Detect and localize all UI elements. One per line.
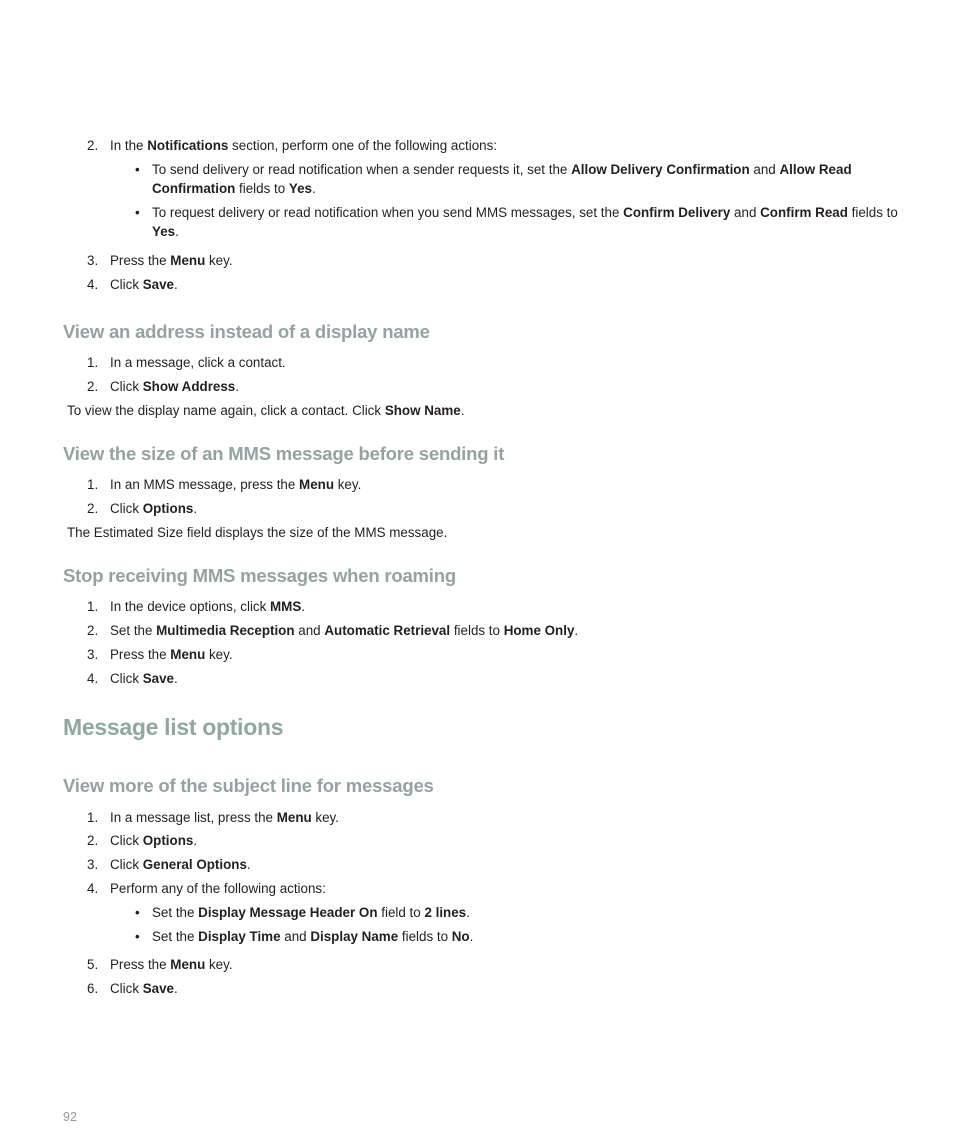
step-number: 1. <box>87 477 99 492</box>
step-number: 2. <box>87 379 99 394</box>
step-number: 2. <box>87 138 99 153</box>
step-text: Perform any of the following actions: <box>110 881 326 896</box>
section-heading: View the size of an MMS message before sending it <box>63 443 505 464</box>
step-text: Click General Options. <box>110 857 251 872</box>
bullet-text: Set the Display Message Header On field to 2 lines. <box>152 905 470 920</box>
step-number: 3. <box>87 647 99 662</box>
section-heading: View an address instead of a display name <box>63 321 430 342</box>
step-number: 6. <box>87 981 99 996</box>
step-text: Click Options. <box>110 501 198 516</box>
bullet-icon: • <box>135 929 140 944</box>
step-number: 4. <box>87 671 99 686</box>
step-text: In the Notifications section, perform one of the following actions: <box>110 138 498 153</box>
step-text: Set the Multimedia Reception and Automatic Retrieval fields to Home Only. <box>110 623 579 638</box>
step-text: In the device options, click MMS. <box>110 599 306 614</box>
step-number: 1. <box>87 599 99 614</box>
bullet-text: Set the Display Time and Display Name fields to No. <box>152 929 474 944</box>
step-number: 1. <box>87 810 99 825</box>
step-number: 3. <box>87 857 99 872</box>
step-text: Press the Menu key. <box>110 957 233 972</box>
step-number: 3. <box>87 253 99 268</box>
step-number: 5. <box>87 957 99 972</box>
step-text: Click Save. <box>110 277 178 292</box>
step-text: Click Show Address. <box>110 379 239 394</box>
step-number: 2. <box>87 623 99 638</box>
page-number: 92 <box>63 1110 77 1124</box>
bullet-text: To request delivery or read notification when you send MMS messages, set the Confirm Delivery and Confirm Read fields to Yes. <box>152 205 898 239</box>
step-number: 4. <box>87 881 99 896</box>
bullet-icon: • <box>135 905 140 920</box>
step-number: 2. <box>87 501 99 516</box>
step-text: Press the Menu key. <box>110 647 233 662</box>
chapter-heading: Message list options <box>63 714 284 740</box>
step-text: In a message, click a contact. <box>110 355 286 370</box>
document-page: 2. In the Notifications section, perform one of the following actions: • To send delivery or read notification when a sender requests it, set the Allow Delivery Confirmation and Allow Read Confirmation fields to Yes. • To request delivery or read notification when you send MMS messages, set the Confirm Delivery and Confirm Read fields to Yes. 3. Press the Menu key. 4. Click Save. View an address instead of a display name 1. In a message, click a contact. 2. Click Show Address. To view the display name again, click a contact. Click Show Name. View the size of an MMS message before sending it 1. In an MMS message, press the Menu key. 2. Click Options. The Estimated Size field displays the size of the MMS message. Stop receiving MMS messages when roaming 1. In the device options, click MMS. 2. Set the Multimedia Reception and Automatic Retrieval fields to Home Only. 3. Press the Menu key. 4. Click Save. Message list options View more of the subject line for messages 1. In a message list, press the Menu key. 2. Click Options. 3. Click General Options. 4. Perform any of the following actions: • Set the Display Message Header On field to 2 lines. • Set the Display Time and Display Name fields to No. 5. Press the Menu key. 6. Click Save. 92 <box>0 0 954 1145</box>
step-text: Press the Menu key. <box>110 253 233 268</box>
step-number: 2. <box>87 833 99 848</box>
section-heading: View more of the subject line for messages <box>63 775 434 796</box>
step-text: In an MMS message, press the Menu key. <box>110 477 362 492</box>
step-number: 4. <box>87 277 99 292</box>
bullet-icon: • <box>135 205 140 220</box>
step-text: Click Save. <box>110 981 178 996</box>
bullet-icon: • <box>135 162 140 177</box>
section-heading: Stop receiving MMS messages when roaming <box>63 565 456 586</box>
step-number: 1. <box>87 355 99 370</box>
bullet-text: To send delivery or read notification when a sender requests it, set the Allow Delivery Confirmation and Allow Read Confirmation fields to Yes. <box>152 162 852 196</box>
step-text: Click Options. <box>110 833 198 848</box>
step-text: Click Save. <box>110 671 178 686</box>
step-text: In a message list, press the Menu key. <box>110 810 339 825</box>
